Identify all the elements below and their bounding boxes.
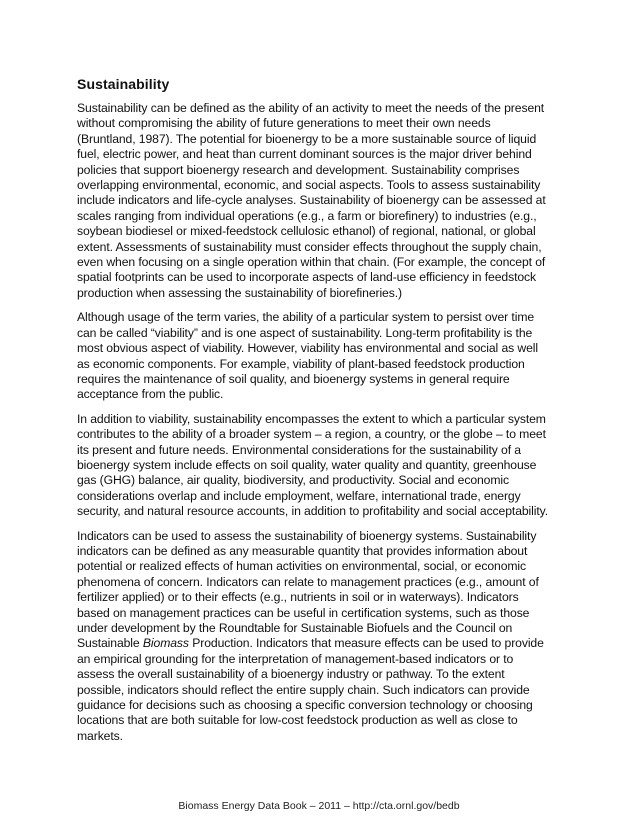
page-footer: Biomass Energy Data Book – 2011 – http://cta.ornl.gov/bedb [178,800,460,812]
paragraph-indicators-italic: Biomass [142,636,189,651]
paragraph-indicators [77,529,551,745]
paragraph-broader-system: In addition to viability, sustainability encompasses the extent to which a particular system contributes to the ability of a broader system – a region, a country, or the globe – to meet its present and future needs. Environmental considerations for the sustainability of a bioenergy system include effects on soil quality, water quality and quantity, greenhouse gas (GHG) balance, air quality, biodiversity, and productivity. Social and economic considerations overlap and include employment, welfare, international trade, energy security, and natural resource accounts, in addition to profitability and social acceptability. [77,411,549,519]
paragraph-indicators-part2: Production. Indicators that measure effects can be used to provide an empirical grounding for the interpretation of management-based indicators or to assess the overall sustainability of a bioenergy industry or pathway. To the extent possible, indicators should reflect the entire supply chain. Such indicators can provide guidance for decisions such as choosing a specific conversion technology or choosing locations that are both suitable for low-cost feedstock production as well as close to markets. [77,636,544,743]
paragraph-definition: Sustainability can be defined as the ability of an activity to meet the needs of the present without compromising the ability of future generations to meet their own needs (Bruntland, 1987). The potential for bioenergy to be a more sustainable source of liquid fuel, electric power, and heat than current dominant sources is the major driver behind policies that support bioenergy research and development. Sustainability comprises overlapping environmental, economic, and social aspects. Tools to assess sustainability include indicators and life-cycle analyses. Sustainability of bioenergy can be assessed at scales ranging from individual operations (e.g., a farm or biorefinery) to industries (e.g., soybean biodiesel or mixed-feedstock cellulosic ethanol) of regional, national, or global extent. Assessments of sustainability must consider effects throughout the supply chain, even when focusing on a single operation within that chain. (For example, the concept of spatial footprints can be used to incorporate aspects of land-use efficiency in feedstock production when assessing the sustainability of biorefineries.) [77,101,546,300]
section-heading: Sustainability [77,76,170,92]
document-body [77,76,551,753]
paragraph-indicators-part1: Indicators can be used to assess the sustainability of bioenergy systems. Sustainability indicators can be defined as any measurable quantity that provides information about potential or realized effects of human activities on environmental, social, or economic phenomena of concern. Indicators can relate to management practices (e.g., amount of fertilizer applied) or to their effects (e.g., nutrients in soil or in waterways). Indicators based on management practices can be useful in certification systems, such as those under development by the Roundtable for Sustainable Biofuels and the Council on Sustainable [77,528,539,651]
paragraph-viability: Although usage of the term varies, the ability of a particular system to persist over time can be called “viability” and is one aspect of sustainability. Long-term profitability is the most obvious aspect of viability. However, viability has environmental and social as well as economic components. For example, viability of plant-based feedstock production requires the maintenance of soil quality, and bioenergy systems in general require acceptance from the public. [77,310,538,402]
